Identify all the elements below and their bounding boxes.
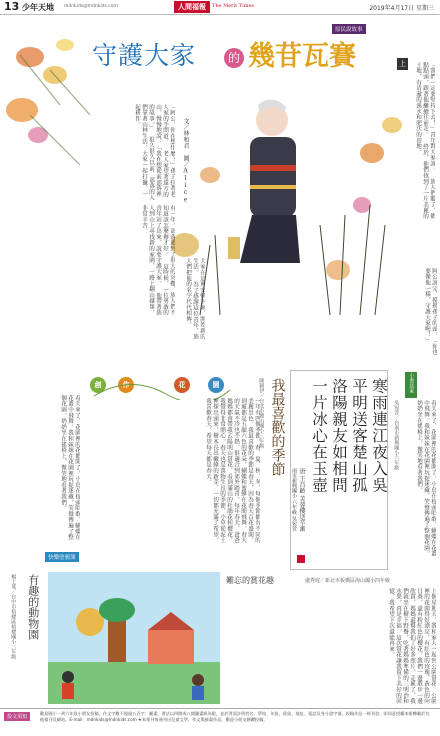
story-text-block-5 [215, 268, 437, 356]
story-paragraph: 他帶著族人到山上尋找新的家園，一路上翻山越嶺，非常辛苦。 [141, 205, 161, 316]
story-title-main: 守護大家 [92, 41, 197, 70]
story-text-block-1 [10, 104, 175, 202]
essay2-title: 難忘的賞花趣 [226, 576, 274, 585]
poem-line: 寒雨連江夜入吳 [370, 378, 388, 494]
gallery-badge: 快樂塗鴉簿 [45, 552, 79, 562]
circle-char: 創 [90, 377, 106, 393]
gallery-drawing-illustration [48, 572, 220, 704]
essay1-title: 我最喜歡的季節 [269, 378, 286, 476]
poem-line: 平明送客楚山孤 [350, 378, 368, 494]
calligraphy-side-note: 吳宛萱／台南市新興國小六年級 [393, 400, 400, 470]
vine-decoration-icon [90, 372, 235, 400]
calligrapher-credit: 南市新興國小 六年級 吳宛萱 [291, 468, 297, 532]
story-paragraph: 很久很久以前，部落的人們靠著山林生活，大家一起打獵、一起耕作。 [134, 104, 154, 201]
story-text-block-4 [10, 258, 205, 343]
essay2-author: 盧秀庭／新北市板橋區海山國小四年級 [305, 578, 391, 584]
story-byline: 文／林和君 圖／Alice [182, 118, 189, 204]
story-paragraph: 大家在這裡安頓下來，開始新的生活。 [192, 258, 205, 340]
page-number: 13 [4, 0, 20, 13]
brand-english: The Merit Times [212, 3, 254, 9]
calligraphy-badge: 小書法家 [405, 372, 417, 398]
header-url: mdnkids@mdnkids.com [64, 4, 118, 9]
poem-author: 唐 王昌齡 芙蓉樓送辛漸 [298, 468, 305, 532]
story-title-connector: 的 [224, 48, 244, 68]
elder-figure-illustration [228, 99, 300, 263]
story-paragraph: 族人們聽了，都點點頭，跟著他繼續往前走。 [422, 62, 435, 220]
story-paragraph: 阿公說完，摸摸孫子的頭：「你也要像他一樣，守護大家喔！」 [424, 268, 437, 355]
story-paragraph: 有一年，部落遇到了很大的災難，族人們不知道該怎麼辦才好。 [162, 205, 175, 316]
poem-line: 一片冰心在玉壺 [310, 378, 328, 494]
calligraphy-note-text: 春天來了，花園裡的花都開了，小鳥在枝頭唱歌，蝴蝶在花叢中飛舞。我和妹妹在花園裡玩捉迷藏，笑聲傳遍了整個花園。奶奶坐在搖椅上，微笑地看著我們。 [416, 400, 436, 557]
story-paragraph: 「我們一定要堅持下去！」青年對大家說。 [429, 62, 435, 173]
story-paragraph: 這時候，一位勇敢的青年站了出來，說要守護大家。 [155, 205, 168, 316]
essay1-text: 一年有四個季節，春、夏、秋、冬，每個季節都有不同的美麗景色。我最喜歡的季節是春天，因為春天百花盛開，到處都是五顏六色的花朵，蝴蝶和蜜蜂在花間飛舞。春天的天氣不冷也不熱，很適合到郊外踏青。每年春天，爸爸媽媽都會帶我去陽明山賞花，看到滿山的杜鵑花和櫻花，我覺得非常開心。春天也是萬物生長的季節，小草從泥土裡探出頭來，樹木長出嫩綠的新芽，一切都充滿了希望。我喜歡春天，希望每天都是春天。 [205, 398, 260, 543]
brand-logo: 人間福報 [174, 1, 210, 13]
issue-date: 2019年4月17日 星期三 [369, 5, 434, 12]
circle-char: 作 [118, 377, 134, 393]
story-paragraph: 終於，他們找到了一片美麗的土地，有清澈的溪水和肥沃的田地。 [415, 62, 428, 220]
red-seal-icon [297, 555, 305, 563]
gallery-author: 楊士瑤／台中市梧棲區梧棲國小二年級 [10, 574, 17, 659]
essay2-text: 上個星期天，我和家人一起到公園賞花。公園裡的花開得好漂亮，有紅色的玫瑰、黃色的向日葵，還有粉紅色的櫻花。我們一邊散步一邊欣賞，媽媽還幫我拍了好多照片。走累了，我們就坐在樹下野餐，吃著媽媽準備的三明治和水果，真是幸福。這次賞花讓我留下美好的回憶，我希望下次還能再來。 [388, 588, 436, 704]
story-text-block-3 [327, 62, 435, 222]
story-paragraph: 為了感謝這位青年，族人們把他的名字代代相傳。 [185, 258, 198, 340]
story-paragraph: 老人家望著遠方的山，慢慢地說：「我在想從前部落裡的故事。」 [148, 104, 168, 198]
essay-left-text: 春天來了，花園裡的花都開了，小鳥在枝頭唱歌，蝴蝶在花叢中飛舞。我和妹妹在花園裡玩捉迷藏，笑聲傳遍了整個花園。奶奶坐在搖椅上，微笑地看著我們。 [60, 395, 80, 540]
story-title-sub: 幾苷瓦賽 [248, 41, 356, 72]
story-badge: 原民說故事 [332, 24, 366, 34]
submission-guidelines: 歡迎國小一到六年級小朋友投稿，作文字數不超過五百字；圖畫，書法以四開或八開圖畫紙為限，並於背面註明姓名、學校、年級、班級、地址、電話及身分證字號。投稿作品一經刊登，即同意授權本報轉載於其他報刊及網站。E-mail：mdnkids@mdnkids.com ★本專刊每週刊出兒童文學、作文與繪畫作品，歡迎小朋友踴躍投稿。 [40, 711, 430, 722]
gallery-title: 有趣的動物園 [26, 574, 40, 640]
essay1-author: 陳穎伊／台北市麗山國小三年級 [258, 378, 265, 448]
footer-badge: 投文須知 [4, 712, 30, 721]
section-name: 少年天地 [22, 3, 54, 12]
poem-line: 洛陽親友如相問 [330, 378, 348, 494]
story-part-label: 上 [399, 60, 406, 68]
circle-char: 園 [208, 377, 224, 393]
story-paragraph: 「阿公，你在想什麼？」孫子拉著老人家的手問道。 [162, 104, 175, 197]
circle-char: 花 [174, 377, 190, 393]
